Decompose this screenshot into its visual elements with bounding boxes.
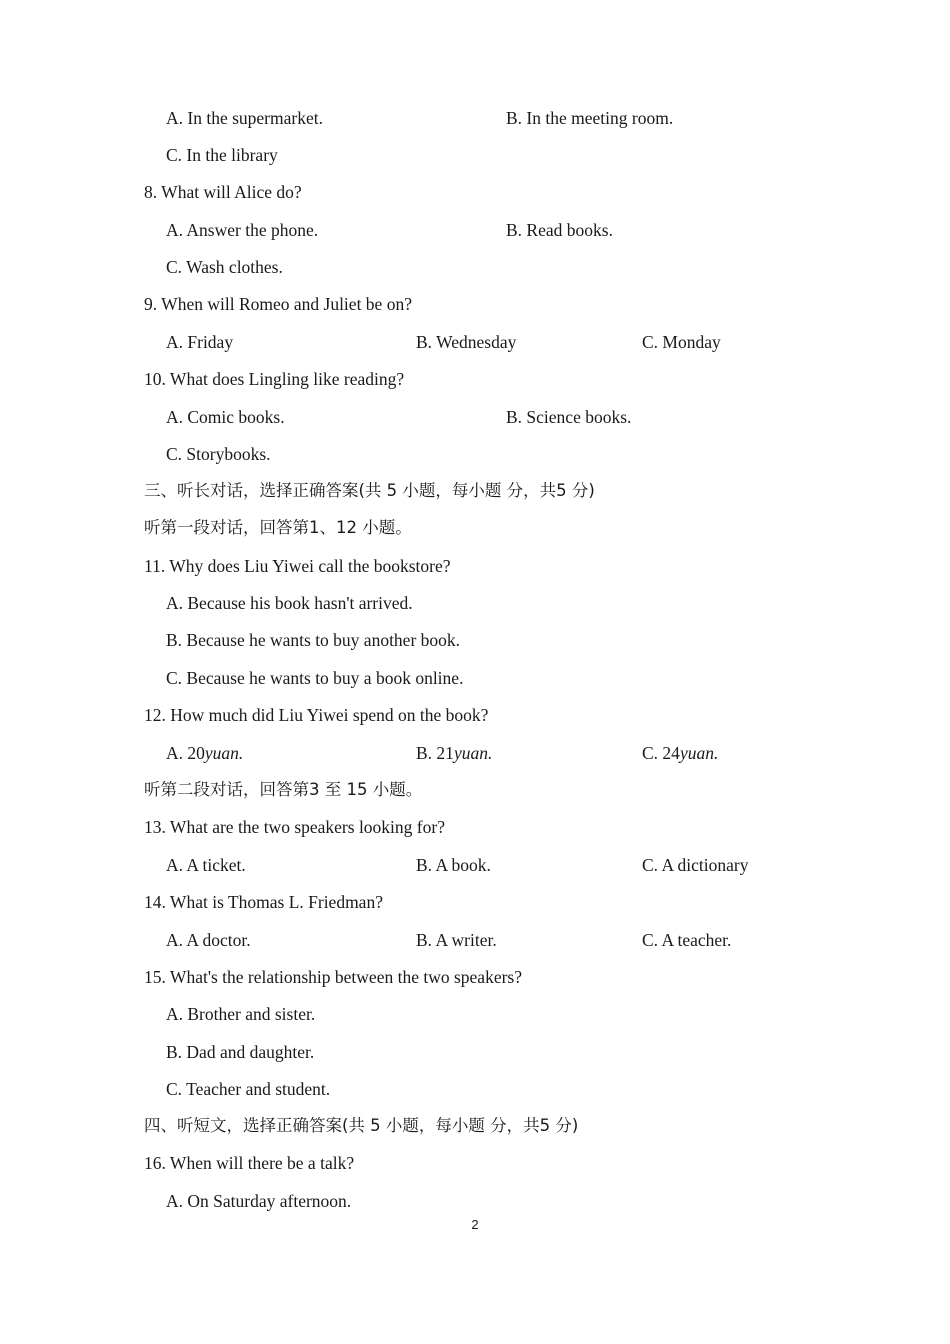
- q12-option-c: [642, 742, 718, 764]
- q13-option-c: C. A dictionary: [642, 855, 749, 875]
- q14-option-a: A. A doctor.: [166, 930, 251, 950]
- q9-option-c: C. Monday: [642, 332, 721, 352]
- q14-option-c: C. A teacher.: [642, 930, 732, 950]
- q11-question: 11. Why does Liu Yiwei call the bookstore?: [144, 556, 451, 576]
- q15-option-a: A. Brother and sister.: [166, 1004, 316, 1024]
- q10-option-a: A. Comic books.: [166, 407, 285, 427]
- q12-option-c-unit: yuan.: [679, 743, 719, 763]
- q11-option-b: B. Because he wants to buy another book.: [166, 630, 461, 650]
- section3-part2-instruction: 听第二段对话，回答第3 至 15 小题。: [144, 780, 423, 799]
- q15-question: 15. What's the relationship between the two speakers?: [144, 967, 522, 987]
- section3-part1-instruction: 听第一段对话，回答第1、12 小题。: [144, 518, 412, 537]
- q8-question: 8. What will Alice do?: [144, 182, 302, 202]
- q16-option-a: A. On Saturday afternoon.: [166, 1191, 352, 1211]
- q10-option-c: C. Storybooks.: [166, 444, 271, 464]
- q14-question: 14. What is Thomas L. Friedman?: [144, 892, 383, 912]
- q11-option-c: C. Because he wants to buy a book online.: [166, 668, 464, 688]
- q8-option-a: A. Answer the phone.: [166, 220, 319, 240]
- section3-title: 三、听长对话，选择正确答案(共 5 小题，每小题 分，共5 分): [144, 481, 595, 500]
- q15-option-b: B. Dad and daughter.: [166, 1042, 315, 1062]
- q14-option-b: B. A writer.: [416, 930, 497, 950]
- q12-option-a-amount: A. 20: [166, 743, 205, 763]
- q12-option-b-amount: B. 21: [416, 743, 454, 763]
- q7-option-c: C. In the library: [166, 145, 278, 165]
- q12-question: 12. How much did Liu Yiwei spend on the book?: [144, 705, 489, 725]
- q13-option-a: A. A ticket.: [166, 855, 246, 875]
- q9-option-b: B. Wednesday: [416, 332, 517, 352]
- q12-option-c-amount: C. 24: [642, 743, 680, 763]
- q12-option-a-unit: yuan.: [204, 743, 244, 763]
- q7-option-a: A. In the supermarket.: [166, 108, 323, 128]
- q10-option-b: B. Science books.: [506, 407, 632, 427]
- q9-option-a: A. Friday: [166, 332, 234, 352]
- q8-option-b: B. Read books.: [506, 220, 613, 240]
- page-number: 2: [471, 1217, 479, 1232]
- q13-option-b: B. A book.: [416, 855, 491, 875]
- section4-title: 四、听短文，选择正确答案(共 5 小题，每小题 分，共5 分): [144, 1116, 579, 1135]
- q8-option-c: C. Wash clothes.: [166, 257, 283, 277]
- q15-option-c: C. Teacher and student.: [166, 1079, 331, 1099]
- q11-option-a: A. Because his book hasn't arrived.: [166, 593, 413, 613]
- q12-option-b: [416, 742, 492, 764]
- q12-option-a: [166, 742, 243, 764]
- q13-question: 13. What are the two speakers looking for?: [144, 817, 445, 837]
- q12-option-b-unit: yuan.: [453, 743, 493, 763]
- q16-question: 16. When will there be a talk?: [144, 1153, 355, 1173]
- q9-question: 9. When will Romeo and Juliet be on?: [144, 294, 412, 314]
- q7-option-b: B. In the meeting room.: [506, 108, 674, 128]
- q10-question: 10. What does Lingling like reading?: [144, 369, 405, 389]
